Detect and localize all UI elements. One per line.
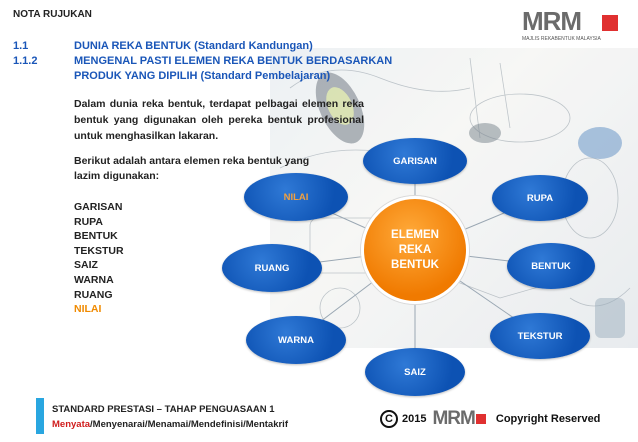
copyright-year: 2015 <box>402 413 427 425</box>
node-garisan: GARISAN <box>363 138 467 184</box>
footer-accent-bar <box>36 398 44 434</box>
list-item: BENTUK <box>74 230 118 243</box>
heading-text-1: DUNIA REKA BENTUK (Standard Kandungan) <box>74 40 313 52</box>
node-rupa: RUPA <box>492 175 588 221</box>
list-item: RUPA <box>74 215 103 228</box>
list-item: TEKSTUR <box>74 244 124 257</box>
center-label: ELEMEN REKA BENTUK <box>391 228 439 271</box>
copyright-logo-red <box>476 414 486 424</box>
node-ruang: RUANG <box>222 244 322 292</box>
copyright-logo <box>432 408 485 430</box>
intro-paragraph: Dalam dunia reka bentuk, terdapat pelbagai elemen reka bentuk yang digunakan oleh pereka bentuk profesional untuk menghasilkan lakaran. <box>74 98 364 142</box>
center-node <box>361 196 469 304</box>
copyright-logo-text: MRM <box>432 408 475 429</box>
heading-text-3: PRODUK YANG DIPILIH (Standard Pembelajaran) <box>74 70 331 82</box>
heading-number-2: 1.1.2 <box>13 55 38 67</box>
note-label: NOTA RUJUKAN <box>13 9 92 20</box>
elements-intro: Berikut adalah antara elemen reka bentuk yang lazim digunakan: <box>74 155 310 182</box>
list-item: GARISAN <box>74 201 123 213</box>
node-bentuk: BENTUK <box>507 243 595 289</box>
node-tekstur: TEKSTUR <box>490 313 590 359</box>
list-item: WARNA <box>74 273 114 286</box>
node-saiz: SAIZ <box>365 348 465 396</box>
copyright-icon: C <box>380 410 398 428</box>
logo-subtitle: MAJLIS REKABENTUK MALAYSIA <box>522 36 601 42</box>
copyright-text: Copyright Reserved <box>495 413 601 425</box>
node-nilai: NILAI <box>244 173 348 221</box>
footer-subtitle <box>52 419 288 430</box>
list-item: SAIZ <box>74 259 98 272</box>
footer-sub-highlight: Menyata <box>52 419 91 430</box>
heading-text-2: MENGENAL PASTI ELEMEN REKA BENTUK BERDASARKAN <box>74 55 393 67</box>
copyright-notice <box>380 409 600 429</box>
logo-text: MRM <box>522 6 582 36</box>
heading-number-1: 1.1 <box>13 40 29 52</box>
list-item-highlight: NILAI <box>74 303 102 316</box>
footer-sub-rest: /Menyenarai/Menamai/Mendefinisi/Mentakrif <box>90 419 288 430</box>
footer-title: STANDARD PRESTASI – TAHAP PENGUASAAN 1 <box>52 404 275 415</box>
node-warna: WARNA <box>246 316 346 364</box>
list-item: RUANG <box>74 288 113 301</box>
